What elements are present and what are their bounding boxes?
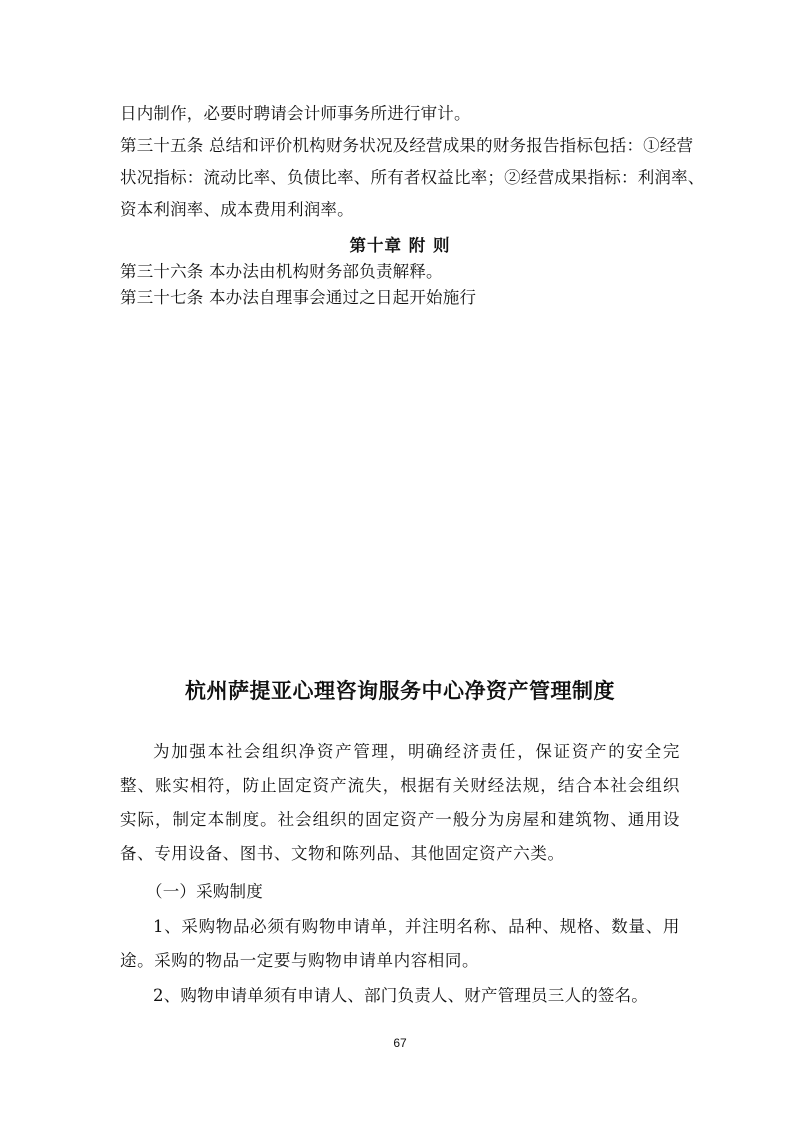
- section-heading-procurement: （一）采购制度: [146, 882, 263, 901]
- chapter-heading: 第十章 附 则: [349, 236, 451, 255]
- page-number: 67: [393, 1036, 407, 1050]
- procurement-item-2: 2、购物申请单须有申请人、部门负责人、财产管理员三人的签名。: [153, 986, 648, 1005]
- article-35-line-2: 状况指标：流动比率、负债比率、所有者权益比率；②经营成果指标：利润率、: [120, 168, 705, 187]
- document-title: 杭州萨提亚心理咨询服务中心净资产管理制度: [185, 678, 615, 703]
- article-36: 第三十六条 本办法由机构财务部负责解释。: [120, 262, 443, 281]
- intro-paragraph: 为加强本社会组织净资产管理，明确经济责任，保证资产的安全完整、账实相符，防止固定资产流失，根据有关财经法规，结合本社会组织实际，制定本制度。社会组织的固定资产一般分为房屋和建筑物、通用设备、专用设备、图书、文物和陈列品、其他固定资产六类。: [120, 742, 680, 863]
- text-line-1: 日内制作，必要时聘请会计师事务所进行审计。: [120, 104, 471, 123]
- article-35-line-1: 第三十五条 总结和评价机构财务状况及经营成果的财务报告指标包括：①经营: [120, 136, 694, 155]
- article-37: 第三十七条 本办法自理事会通过之日起开始施行: [120, 288, 477, 307]
- article-35-line-3: 资本利润率、成本费用利润率。: [120, 200, 354, 219]
- procurement-item-1: 1、采购物品必须有购物申请单，并注明名称、品种、规格、数量、用途。采购的物品一定要与购物申请单内容相同。: [120, 917, 680, 970]
